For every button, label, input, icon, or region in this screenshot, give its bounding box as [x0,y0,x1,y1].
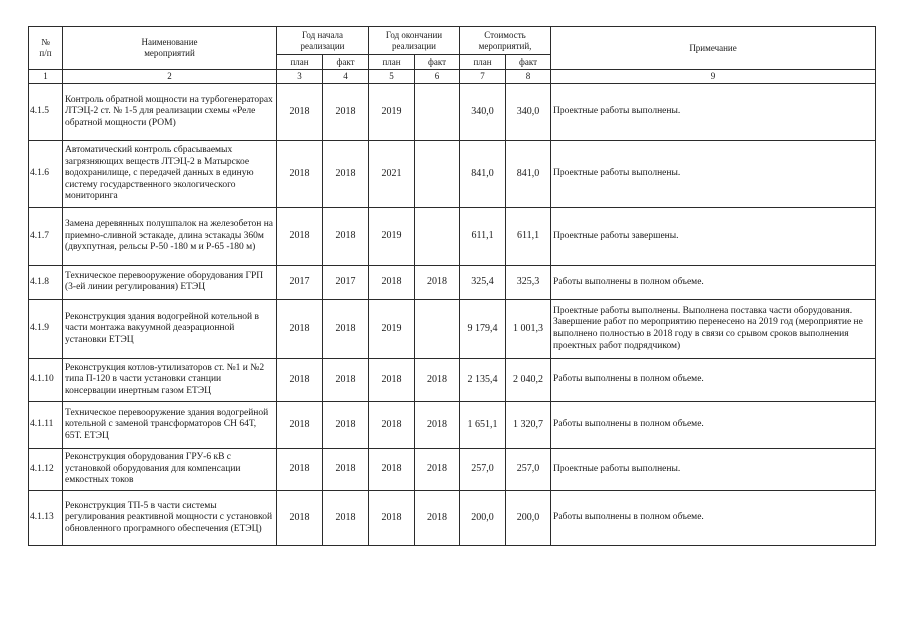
measure-name: Контроль обратной мощности на турбогенераторах ЛТЭЦ-2 ст. № 1-5 для реализации схемы «Реле обратной мощности (РОМ) [63,83,277,140]
row-number: 4.1.10 [29,358,63,401]
cost-plan: 200,0 [460,490,506,545]
start-year-plan: 2018 [277,448,323,490]
end-year-plan: 2018 [369,265,415,299]
measure-name: Автоматический контроль сбрасываемых загрязняющих веществ ЛТЭЦ-2 в Матырское водохранилище, с передачей данных в единую систему государственного экологического мониторинга [63,140,277,207]
subheader-end-fact: факт [415,55,460,70]
start-year-plan: 2018 [277,358,323,401]
end-year-fact: 2018 [415,490,460,545]
end-year-plan: 2018 [369,401,415,448]
measure-name: Реконструкция здания водогрейной котельной в части монтажа вакуумной деаэрационной установки ЕТЭЦ [63,299,277,358]
note: Работы выполнены в полном объеме. [551,401,876,448]
measure-name: Замена деревянных полушпалок на железобетон на приемно-сливной эстакаде, длина эстакады 360м (двухпутная, рельсы Р-50 -180 м и Р-65 -180 м) [63,207,277,265]
column-number: 3 [277,70,323,84]
subheader-end-plan: план [369,55,415,70]
end-year-fact: 2018 [415,448,460,490]
end-year-fact: 2018 [415,401,460,448]
start-year-fact: 2018 [323,358,369,401]
cost-plan: 9 179,4 [460,299,506,358]
measure-name: Техническое перевооружение оборудования ГРП (3-ей линии регулирования) ЕТЭЦ [63,265,277,299]
table-row [29,265,876,299]
note: Проектные работы выполнены. [551,448,876,490]
cost-fact: 1 320,7 [506,401,551,448]
cost-fact: 611,1 [506,207,551,265]
end-year-plan: 2019 [369,207,415,265]
cost-fact: 841,0 [506,140,551,207]
end-year-fact: 2018 [415,358,460,401]
note: Работы выполнены в полном объеме. [551,358,876,401]
start-year-fact: 2017 [323,265,369,299]
note: Проектные работы выполнены. Выполнена поставка части оборудования. Завершение работ по мероприятию перенесено на 2019 год (мероприятие не выполнено полностью в 2018 году в связи со срывом сроков выполнения проектных работ подрядчиком) [551,299,876,358]
column-number: 5 [369,70,415,84]
header-end-year-text: Год окончании реализации [385,29,443,51]
column-number: 1 [29,70,63,84]
start-year-fact: 2018 [323,490,369,545]
cost-fact: 340,0 [506,83,551,140]
header-start-year [277,27,369,55]
subheader-cost-fact: факт [506,55,551,70]
cost-fact: 325,3 [506,265,551,299]
header-name [63,27,277,70]
start-year-plan: 2018 [277,490,323,545]
cost-plan: 2 135,4 [460,358,506,401]
row-number: 4.1.12 [29,448,63,490]
note: Работы выполнены в полном объеме. [551,265,876,299]
cost-fact: 257,0 [506,448,551,490]
measures-table [28,26,876,546]
table-row [29,401,876,448]
row-number: 4.1.13 [29,490,63,545]
start-year-plan: 2018 [277,140,323,207]
end-year-plan: 2018 [369,358,415,401]
header-start-year-text: Год начала реализации [300,29,345,51]
table-row [29,358,876,401]
row-number: 4.1.11 [29,401,63,448]
start-year-plan: 2018 [277,83,323,140]
column-number: 4 [323,70,369,84]
end-year-fact [415,83,460,140]
cost-plan: 257,0 [460,448,506,490]
row-number: 4.1.6 [29,140,63,207]
subheader-start-plan: план [277,55,323,70]
note: Проектные работы выполнены. [551,83,876,140]
end-year-fact: 2018 [415,265,460,299]
subheader-cost-plan: план [460,55,506,70]
cost-fact: 1 001,3 [506,299,551,358]
start-year-fact: 2018 [323,401,369,448]
measure-name: Техническое перевооружение здания водогрейной котельной с заменой трансформаторов СН 64Т, 65Т. ЕТЭЦ [63,401,277,448]
start-year-fact: 2018 [323,299,369,358]
header-cost-text: Стоимость мероприятий, [478,29,532,51]
measure-name: Реконструкция котлов-утилизаторов ст. №1 и №2 типа П-120 в части установки станции консервации инертным газом ЕТЭЦ [63,358,277,401]
end-year-fact [415,299,460,358]
cost-fact: 200,0 [506,490,551,545]
cost-fact: 2 040,2 [506,358,551,401]
column-number: 8 [506,70,551,84]
start-year-fact: 2018 [323,207,369,265]
start-year-plan: 2017 [277,265,323,299]
end-year-plan: 2021 [369,140,415,207]
start-year-fact: 2018 [323,448,369,490]
row-number: 4.1.5 [29,83,63,140]
measure-name: Реконструкция оборудования ГРУ-6 кВ с установкой оборудования для компенсации емкостных токов [63,448,277,490]
row-number: 4.1.9 [29,299,63,358]
measure-name: Реконструкция ТП-5 в части системы регулирования реактивной мощности с установкой обновленного програмного обеспечения (ЕТЭЦ) [63,490,277,545]
column-number: 2 [63,70,277,84]
header-end-year [369,27,460,55]
column-number: 9 [551,70,876,84]
cost-plan: 611,1 [460,207,506,265]
header-note-text: Примечание [689,42,737,53]
row-number: 4.1.8 [29,265,63,299]
cost-plan: 841,0 [460,140,506,207]
cost-plan: 325,4 [460,265,506,299]
start-year-plan: 2018 [277,299,323,358]
row-number: 4.1.7 [29,207,63,265]
subheader-start-fact: факт [323,55,369,70]
header-cost [460,27,551,55]
end-year-plan: 2018 [369,448,415,490]
note: Проектные работы завершены. [551,207,876,265]
column-number-row [29,70,876,84]
end-year-plan: 2019 [369,299,415,358]
table-row [29,140,876,207]
table-row [29,448,876,490]
cost-plan: 340,0 [460,83,506,140]
end-year-plan: 2018 [369,490,415,545]
column-number: 7 [460,70,506,84]
note: Проектные работы выполнены. [551,140,876,207]
end-year-plan: 2019 [369,83,415,140]
cost-plan: 1 651,1 [460,401,506,448]
table-row [29,299,876,358]
column-number: 6 [415,70,460,84]
table-row [29,207,876,265]
header-name-text: Наименование мероприятий [141,37,198,58]
table-row [29,83,876,140]
header-num [29,27,63,70]
header-note [551,27,876,70]
start-year-fact: 2018 [323,140,369,207]
header-num-text: № п/п [39,37,52,58]
end-year-fact [415,207,460,265]
note: Работы выполнены в полном объеме. [551,490,876,545]
table-row [29,490,876,545]
start-year-plan: 2018 [277,401,323,448]
end-year-fact [415,140,460,207]
start-year-plan: 2018 [277,207,323,265]
start-year-fact: 2018 [323,83,369,140]
